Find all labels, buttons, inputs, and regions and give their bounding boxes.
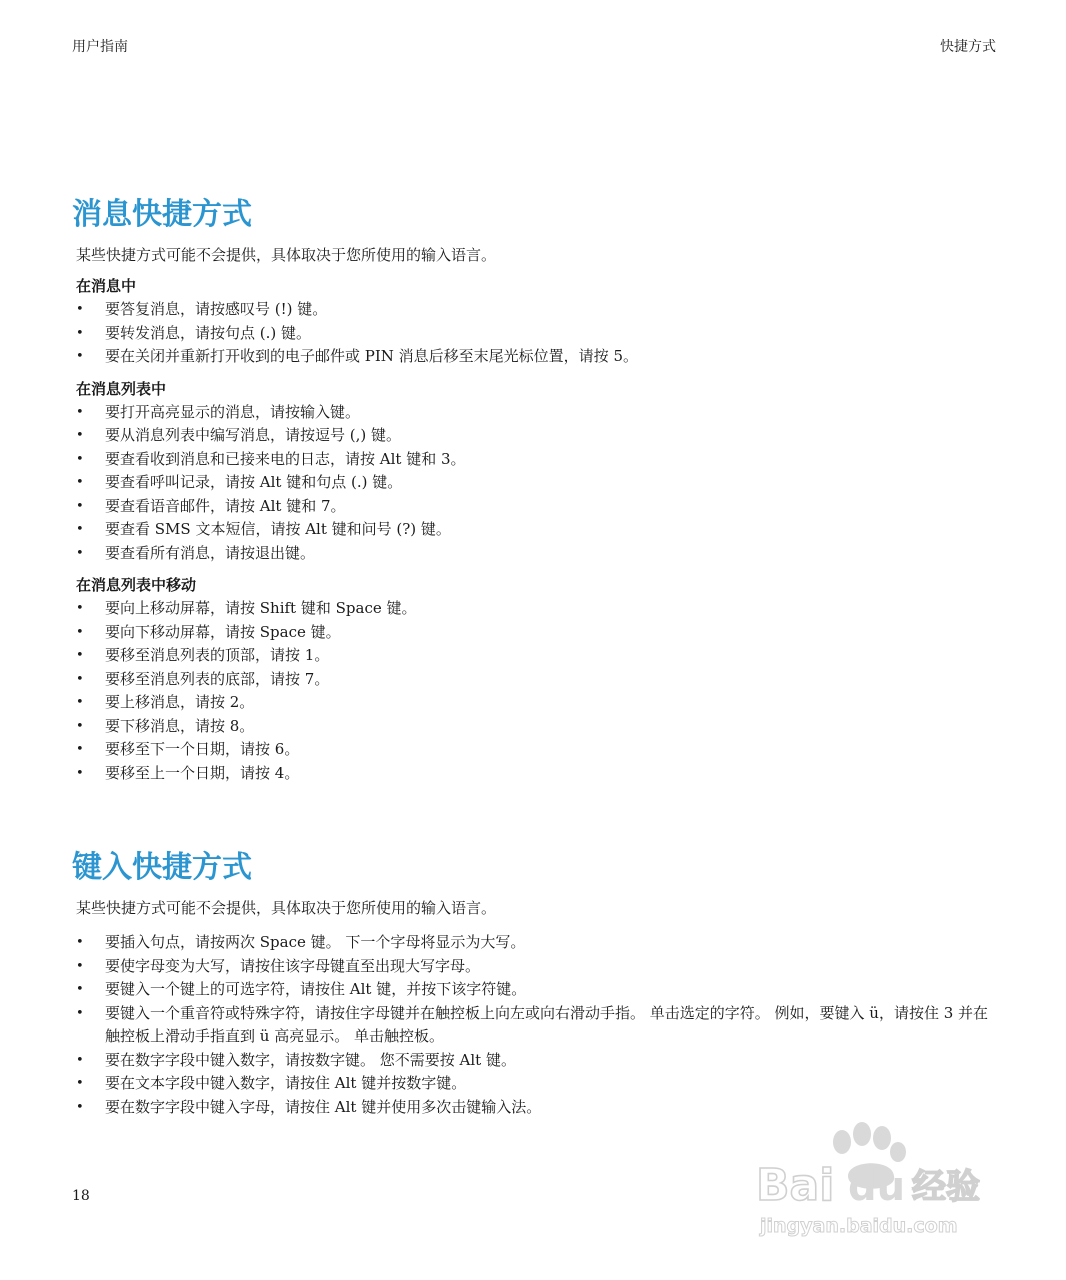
list-item: • 要移至上一个日期，请按 4。 [72,762,1002,786]
section-title: 消息快捷方式 [72,197,252,232]
svg-text:du: du [848,1164,906,1210]
list-item: • 要移至消息列表的底部，请按 7。 [72,668,1002,692]
baidu-jingyan-watermark [752,1118,1002,1248]
svg-text:Bai: Bai [756,1160,835,1211]
section-intro: 某些快捷方式可能不会提供，具体取决于您所使用的输入语言。 [76,899,497,917]
list-item: • 要查看收到消息和已接来电的日志，请按 Alt 键和 3。 [72,448,1002,472]
list-item: • 要移至消息列表的顶部，请按 1。 [72,644,1002,668]
page-number: 18 [72,1188,90,1204]
bullet-list [72,401,1002,566]
section-title: 键入快捷方式 [72,850,252,885]
list-item: • 要在数字字段中键入字母，请按住 Alt 键并使用多次击键输入法。 [72,1096,1002,1120]
svg-text:jingyan.baidu.com: jingyan.baidu.com [760,1215,958,1237]
group-heading: 在消息中 [76,277,137,295]
list-item: • 要移至下一个日期，请按 6。 [72,738,1002,762]
group-heading: 在消息列表中 [76,379,167,398]
header-doc-title: 用户指南 [72,39,128,55]
list-item: • 要查看语音邮件，请按 Alt 键和 7。 [72,495,1002,519]
list-item: • 要答复消息，请按感叹号 (!) 键。 [72,298,1002,322]
list-item: • 要在数字字段中键入数字，请按数字键。 您不需要按 Alt 键。 [72,1049,1002,1073]
list-item: • 要键入一个键上的可选字符，请按住 Alt 键，并按下该字符键。 [72,978,1002,1002]
list-item: • 要在关闭并重新打开收到的电子邮件或 PIN 消息后移至末尾光标位置，请按 5。 [72,345,1002,369]
list-item: • 要向下移动屏幕，请按 Space 键。 [72,621,1002,645]
bullet-list [72,931,1002,1119]
header-chapter-title: 快捷方式 [940,39,996,55]
list-item: • 要从消息列表中编写消息，请按逗号 (,) 键。 [72,424,1002,448]
list-item: • 要上移消息，请按 2。 [72,691,1002,715]
list-item: • 要在文本字段中键入数字，请按住 Alt 键并按数字键。 [72,1072,1002,1096]
list-item: • 要打开高亮显示的消息，请按输入键。 [72,401,1002,425]
group-in-message [72,276,1002,369]
typing-shortcuts-section [72,848,1002,1119]
list-item: • 要插入句点，请按两次 Space 键。 下一个字母将显示为大写。 [72,931,1002,955]
group-heading: 在消息列表中移动 [76,576,197,594]
bullet-list [72,298,1002,369]
list-item: • 要使字母变为大写，请按住该字母键直至出现大写字母。 [72,955,1002,979]
list-item: • 要查看所有消息，请按退出键。 [72,542,1002,566]
group-move-in-message-list [72,575,1002,785]
list-item: • 要向上移动屏幕，请按 Shift 键和 Space 键。 [72,597,1002,621]
list-item: • 要查看 SMS 文本短信，请按 Alt 键和问号 (?) 键。 [72,518,1002,542]
list-item: • 要查看呼叫记录，请按 Alt 键和句点 (.) 键。 [72,471,1002,495]
list-item: • 要下移消息，请按 8。 [72,715,1002,739]
group-in-message-list [72,379,1002,566]
baidu-paw-logo-icon [752,1118,1002,1248]
running-header [72,36,996,56]
section-intro: 某些快捷方式可能不会提供，具体取决于您所使用的输入语言。 [76,246,497,264]
message-shortcuts-section [72,195,1002,785]
svg-text:经验: 经验 [912,1167,980,1207]
list-item: • 要键入一个重音符或特殊字符，请按住字母键并在触控板上向左或向右滑动手指。 单击选定的字符。 例如，要键入 ü，请按住 3 并在触控板上滑动手指直到 ü 高亮显示。 单击触控板。 [72,1002,1002,1049]
bullet-list [72,597,1002,785]
list-item: • 要转发消息，请按句点 (.) 键。 [72,322,1002,346]
